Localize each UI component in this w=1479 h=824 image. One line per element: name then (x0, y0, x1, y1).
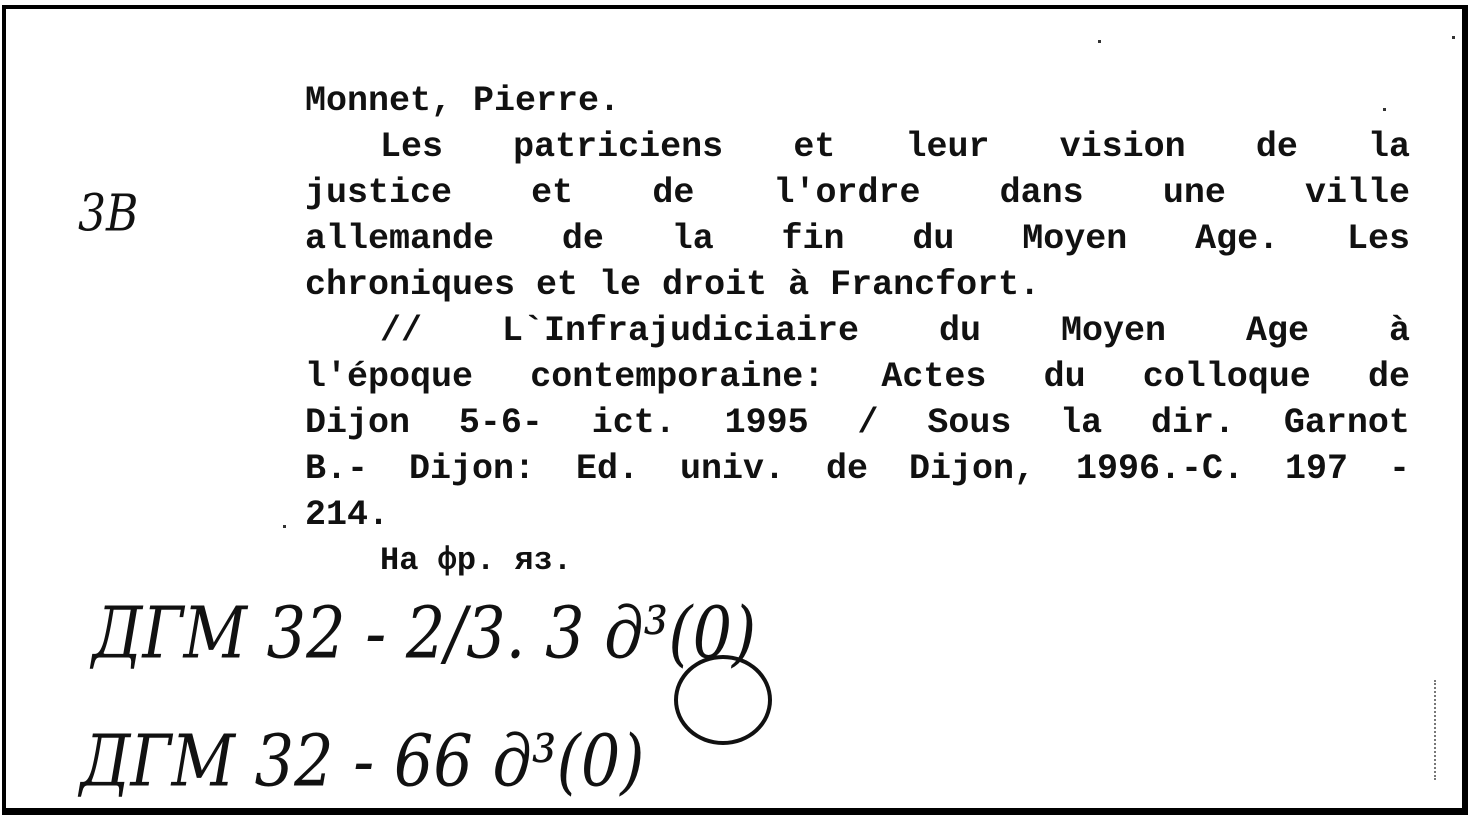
word: Les (380, 127, 444, 167)
handwritten-shelf-mark-1: ДГМ 32 - 2/3. 3 д³(0) (92, 591, 757, 675)
word: de (1255, 127, 1298, 167)
word: 1996.-C. (1075, 449, 1244, 489)
word: Dijon (305, 403, 411, 443)
source-line-1 (380, 308, 1410, 354)
margin-speckle (1434, 680, 1438, 780)
word: la (1367, 127, 1410, 167)
word: l'ordre (773, 173, 921, 213)
word: et (531, 173, 574, 213)
word: la (671, 219, 714, 259)
title-line-1 (380, 124, 1410, 170)
word: justice (305, 173, 453, 213)
word: du (912, 219, 955, 259)
word: 197 (1284, 449, 1348, 489)
word: fin (781, 219, 845, 259)
word: et (793, 127, 836, 167)
drawn-circle-mark (674, 655, 772, 745)
word: B.- (305, 449, 369, 489)
source-line-5: 214. (305, 495, 390, 535)
word: Garnot (1283, 403, 1410, 443)
author-heading: Monnet, Pierre. (305, 81, 621, 121)
word: Sous (927, 403, 1012, 443)
word: - (1388, 449, 1410, 489)
speck (1383, 108, 1386, 111)
speck (283, 525, 286, 528)
source-line-2 (305, 354, 1410, 400)
word: ict. (591, 403, 676, 443)
word: 1995 (724, 403, 809, 443)
word: Age (1246, 311, 1310, 351)
word: de (652, 173, 695, 213)
word: Actes (881, 357, 987, 397)
word: univ. (679, 449, 785, 489)
handwritten-shelf-mark-2: ДГМ 32 - 66 д³(0) (80, 719, 645, 803)
language-note: На фр. яз. (380, 542, 573, 579)
word: dir. (1151, 403, 1236, 443)
word: L`Infrajudiciaire (501, 311, 860, 351)
handwritten-margin-mark: 3В (78, 184, 139, 243)
source-line-3 (305, 400, 1410, 446)
title-line-2 (305, 170, 1410, 216)
word: contemporaine: (530, 357, 825, 397)
word: l'époque (305, 357, 474, 397)
source-line-4 (305, 446, 1410, 492)
word: dans (999, 173, 1084, 213)
word: Ed. (575, 449, 639, 489)
word: leur (905, 127, 990, 167)
word: du (939, 311, 982, 351)
word: la (1060, 403, 1103, 443)
word: Moyen (1061, 311, 1167, 351)
speck (1098, 40, 1101, 43)
title-line-3 (305, 216, 1410, 262)
word: Dijon, (908, 449, 1035, 489)
word: allemande (305, 219, 495, 259)
word: colloque (1142, 357, 1311, 397)
word: à (1388, 311, 1410, 351)
title-line-4: chroniques et le droit à Francfort. (305, 265, 1041, 305)
word: de (561, 219, 604, 259)
word: / (857, 403, 879, 443)
word: // (380, 311, 423, 351)
word: Age. (1195, 219, 1280, 259)
word: Moyen (1022, 219, 1128, 259)
word: Dijon: (408, 449, 536, 489)
word: Les (1346, 219, 1410, 259)
word: ville (1304, 173, 1410, 213)
word: patriciens (513, 127, 724, 167)
word: 5-6- (458, 403, 543, 443)
word: vision (1059, 127, 1186, 167)
speck (1452, 36, 1455, 39)
word: de (1367, 357, 1410, 397)
word: de (825, 449, 868, 489)
word: une (1162, 173, 1226, 213)
word: du (1043, 357, 1086, 397)
